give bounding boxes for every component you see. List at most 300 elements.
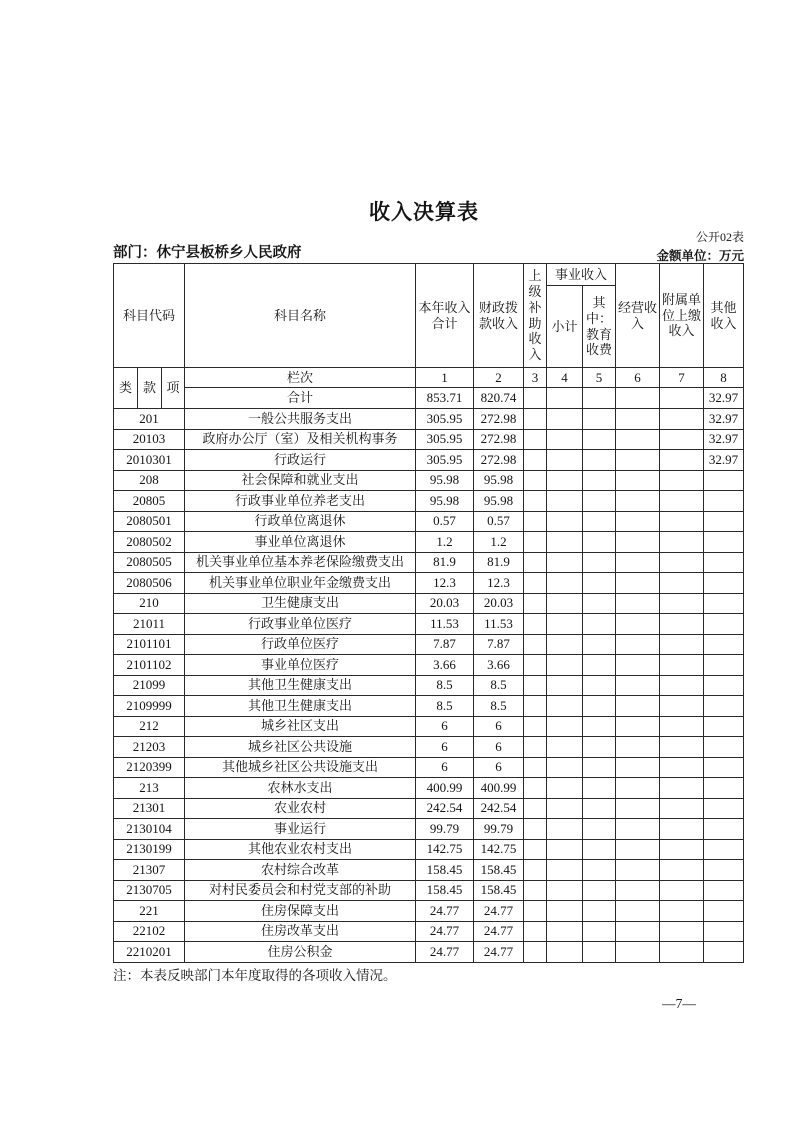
row-value: 3.66 (474, 655, 524, 676)
row-value: 99.79 (474, 819, 524, 840)
row-value (704, 614, 744, 635)
row-subject-code: 22102 (114, 921, 185, 942)
row-value (616, 839, 660, 860)
row-subject-code: 208 (114, 470, 185, 491)
header-col-6: 6 (616, 368, 660, 388)
row-value: 32.97 (704, 429, 744, 450)
row-value: 400.99 (416, 778, 474, 799)
row-value (660, 860, 704, 881)
total-row-label: 合计 (185, 388, 416, 409)
row-value: 8.5 (416, 675, 474, 696)
row-value: 6 (474, 716, 524, 737)
row-value (704, 470, 744, 491)
row-value: 6 (474, 737, 524, 758)
row-value (704, 942, 744, 963)
row-value: 12.3 (416, 573, 474, 594)
table-row (114, 901, 744, 922)
row-value (660, 716, 704, 737)
table-row (114, 819, 744, 840)
table-note: 注：本表反映部门本年度取得的各项收入情况。 (113, 968, 397, 983)
unit-label: 金额单位：万元 (656, 249, 744, 263)
table-row (114, 450, 744, 471)
row-value (660, 880, 704, 901)
row-value (616, 511, 660, 532)
row-value (583, 552, 616, 573)
row-value (616, 798, 660, 819)
row-subject-code: 2109999 (114, 696, 185, 717)
row-value (583, 675, 616, 696)
row-value: 158.45 (416, 860, 474, 881)
row-value (547, 573, 583, 594)
row-subject-name: 对村民委员会和村党支部的补助 (185, 880, 416, 901)
row-value: 81.9 (416, 552, 474, 573)
row-value (524, 409, 547, 430)
row-subject-code: 21203 (114, 737, 185, 758)
table-row (114, 511, 744, 532)
row-value (704, 634, 744, 655)
row-value (660, 778, 704, 799)
row-value (583, 614, 616, 635)
header-col-8: 8 (704, 368, 744, 388)
row-value (583, 593, 616, 614)
row-value: 305.95 (416, 429, 474, 450)
page-number: —7— (662, 996, 696, 1011)
row-value (547, 716, 583, 737)
row-value (583, 696, 616, 717)
row-value (704, 757, 744, 778)
header-subject-name: 科目名称 (185, 264, 416, 368)
row-value (616, 880, 660, 901)
row-value (660, 593, 704, 614)
revenue-table (113, 263, 744, 963)
header-col-4: 4 (547, 368, 583, 388)
row-value (583, 470, 616, 491)
row-value: 81.9 (474, 552, 524, 573)
table-code-label: 公开02表 (695, 230, 744, 244)
row-value (616, 552, 660, 573)
header-col-5: 5 (583, 368, 616, 388)
row-subject-code: 201 (114, 409, 185, 430)
row-value (704, 552, 744, 573)
row-value (616, 573, 660, 594)
row-value (524, 716, 547, 737)
row-value: 272.98 (474, 429, 524, 450)
row-subject-name: 城乡社区公共设施 (185, 737, 416, 758)
row-value: 24.77 (416, 921, 474, 942)
row-subject-code: 2210201 (114, 942, 185, 963)
row-value: 6 (416, 737, 474, 758)
row-value (524, 532, 547, 553)
row-value (660, 614, 704, 635)
row-value (616, 675, 660, 696)
row-value: 3.66 (416, 655, 474, 676)
row-subject-code: 21011 (114, 614, 185, 635)
row-value (524, 634, 547, 655)
row-value (704, 798, 744, 819)
row-value (547, 675, 583, 696)
row-value (583, 860, 616, 881)
total-value (583, 388, 616, 409)
row-value: 1.2 (416, 532, 474, 553)
row-subject-code: 2010301 (114, 450, 185, 471)
table-row (114, 593, 744, 614)
table-row (114, 409, 744, 430)
row-value: 32.97 (704, 450, 744, 471)
row-value (660, 757, 704, 778)
row-value: 95.98 (416, 470, 474, 491)
row-value (547, 532, 583, 553)
table-row (114, 942, 744, 963)
row-value: 11.53 (474, 614, 524, 635)
row-value (547, 511, 583, 532)
row-value (524, 450, 547, 471)
row-value (524, 470, 547, 491)
row-value (547, 901, 583, 922)
row-value (547, 778, 583, 799)
row-subject-name: 其他农业农村支出 (185, 839, 416, 860)
row-value: 6 (416, 716, 474, 737)
row-value: 32.97 (704, 409, 744, 430)
row-value (660, 470, 704, 491)
row-value: 6 (416, 757, 474, 778)
row-value (616, 819, 660, 840)
row-subject-name: 住房公积金 (185, 942, 416, 963)
row-value: 24.77 (416, 942, 474, 963)
row-value (704, 675, 744, 696)
row-subject-code: 210 (114, 593, 185, 614)
header-other-income: 其他收入 (704, 264, 744, 368)
row-value (524, 860, 547, 881)
row-value (524, 921, 547, 942)
row-value (660, 921, 704, 942)
row-value (616, 655, 660, 676)
row-value (704, 819, 744, 840)
row-value (583, 737, 616, 758)
row-value (660, 491, 704, 512)
row-value (547, 614, 583, 635)
row-value (524, 942, 547, 963)
row-value (524, 696, 547, 717)
row-value: 24.77 (474, 901, 524, 922)
row-value (616, 491, 660, 512)
row-value: 95.98 (474, 491, 524, 512)
row-value (660, 532, 704, 553)
row-subject-name: 住房改革支出 (185, 921, 416, 942)
row-value: 6 (474, 757, 524, 778)
row-value (660, 675, 704, 696)
row-subject-code: 2080501 (114, 511, 185, 532)
row-value (660, 511, 704, 532)
row-subject-name: 其他卫生健康支出 (185, 675, 416, 696)
row-value (583, 757, 616, 778)
row-subject-name: 政府办公厅（室）及相关机构事务 (185, 429, 416, 450)
row-value: 95.98 (416, 491, 474, 512)
row-value: 24.77 (416, 901, 474, 922)
row-value (660, 450, 704, 471)
total-value (660, 388, 704, 409)
row-value (547, 860, 583, 881)
row-value (524, 737, 547, 758)
row-value (583, 532, 616, 553)
row-subject-name: 卫生健康支出 (185, 593, 416, 614)
row-value (524, 778, 547, 799)
row-subject-name: 社会保障和就业支出 (185, 470, 416, 491)
row-value (583, 819, 616, 840)
row-subject-code: 20805 (114, 491, 185, 512)
row-subject-code: 2130104 (114, 819, 185, 840)
table-row (114, 757, 744, 778)
row-subject-name: 其他卫生健康支出 (185, 696, 416, 717)
row-value (660, 573, 704, 594)
row-value (704, 737, 744, 758)
row-value: 20.03 (474, 593, 524, 614)
row-value (547, 655, 583, 676)
row-value: 7.87 (416, 634, 474, 655)
row-value (616, 696, 660, 717)
row-subject-code: 20103 (114, 429, 185, 450)
row-value (704, 716, 744, 737)
table-row (114, 491, 744, 512)
row-value (583, 798, 616, 819)
row-value: 158.45 (416, 880, 474, 901)
table-row (114, 470, 744, 491)
row-value (660, 901, 704, 922)
row-subject-name: 行政运行 (185, 450, 416, 471)
row-subject-code: 21307 (114, 860, 185, 881)
row-subject-name: 机关事业单位职业年金缴费支出 (185, 573, 416, 594)
total-value: 820.74 (474, 388, 524, 409)
row-subject-code: 2130199 (114, 839, 185, 860)
row-subject-code: 2101102 (114, 655, 185, 676)
header-col-1: 1 (416, 368, 474, 388)
row-value (524, 511, 547, 532)
table-row (114, 532, 744, 553)
row-value (660, 737, 704, 758)
row-value (524, 901, 547, 922)
row-value (583, 511, 616, 532)
row-value: 242.54 (416, 798, 474, 819)
row-value (704, 532, 744, 553)
row-value (547, 737, 583, 758)
row-value (616, 901, 660, 922)
row-subject-code: 2080505 (114, 552, 185, 573)
row-subject-name: 农林水支出 (185, 778, 416, 799)
row-value (704, 839, 744, 860)
header-column-index-label: 栏次 (185, 368, 416, 388)
row-value (547, 409, 583, 430)
row-value (547, 880, 583, 901)
row-value: 24.77 (474, 921, 524, 942)
row-value: 158.45 (474, 880, 524, 901)
page-title: 收入决算表 (369, 201, 479, 224)
row-value (616, 470, 660, 491)
table-row (114, 737, 744, 758)
row-value (583, 634, 616, 655)
row-value (547, 470, 583, 491)
row-value (583, 942, 616, 963)
total-value (547, 388, 583, 409)
row-subject-name: 住房保障支出 (185, 901, 416, 922)
table-row (114, 921, 744, 942)
row-value: 272.98 (474, 409, 524, 430)
row-value (616, 450, 660, 471)
row-value (583, 880, 616, 901)
row-value (616, 921, 660, 942)
table-row (114, 716, 744, 737)
row-subject-code: 21301 (114, 798, 185, 819)
table-row (114, 552, 744, 573)
row-value (616, 737, 660, 758)
table-row (114, 614, 744, 635)
row-value (583, 409, 616, 430)
row-value (616, 716, 660, 737)
header-col-3: 3 (524, 368, 547, 388)
table-row (114, 634, 744, 655)
table-row (114, 860, 744, 881)
table-row (114, 675, 744, 696)
row-value: 400.99 (474, 778, 524, 799)
row-value (583, 573, 616, 594)
table-row (114, 429, 744, 450)
row-subject-name: 机关事业单位基本养老保险缴费支出 (185, 552, 416, 573)
row-value: 1.2 (474, 532, 524, 553)
row-value (547, 942, 583, 963)
header-business-income-group: 事业收入 (547, 264, 616, 286)
row-value (660, 696, 704, 717)
row-value (704, 901, 744, 922)
row-value (660, 409, 704, 430)
header-code-class: 类 (114, 368, 138, 409)
row-value (524, 880, 547, 901)
row-value (547, 839, 583, 860)
row-value (583, 778, 616, 799)
row-value: 305.95 (416, 409, 474, 430)
row-subject-name: 一般公共服务支出 (185, 409, 416, 430)
row-value (616, 778, 660, 799)
row-value (583, 450, 616, 471)
row-value (616, 757, 660, 778)
row-value (616, 429, 660, 450)
header-current-year-total: 本年收入合计 (416, 264, 474, 368)
row-value (660, 798, 704, 819)
row-value (583, 839, 616, 860)
row-value: 11.53 (416, 614, 474, 635)
row-value (616, 614, 660, 635)
row-value (704, 655, 744, 676)
table-row (114, 798, 744, 819)
header-row-1 (114, 264, 744, 286)
row-value (547, 921, 583, 942)
header-subject-code: 科目代码 (114, 264, 185, 368)
row-value (660, 819, 704, 840)
row-subject-code: 2080502 (114, 532, 185, 553)
header-fiscal-appropriation: 财政拨款收入 (474, 264, 524, 368)
row-value: 158.45 (474, 860, 524, 881)
table-row (114, 573, 744, 594)
row-value (547, 593, 583, 614)
row-subject-name: 行政单位离退休 (185, 511, 416, 532)
row-subject-code: 212 (114, 716, 185, 737)
row-subject-code: 2130705 (114, 880, 185, 901)
row-value: 272.98 (474, 450, 524, 471)
header-code-item: 项 (162, 368, 185, 409)
row-value (524, 839, 547, 860)
row-value: 142.75 (474, 839, 524, 860)
row-value (616, 942, 660, 963)
header-col-7: 7 (660, 368, 704, 388)
row-value (583, 655, 616, 676)
table-row (114, 655, 744, 676)
row-subject-name: 农村综合改革 (185, 860, 416, 881)
row-value: 142.75 (416, 839, 474, 860)
header-affiliated-income: 附属单位上缴收入 (660, 264, 704, 368)
row-value: 7.87 (474, 634, 524, 655)
row-subject-code: 2101101 (114, 634, 185, 655)
row-value (547, 798, 583, 819)
row-value (704, 511, 744, 532)
table-row (114, 839, 744, 860)
total-row (114, 388, 744, 409)
header-business-education-fee: 其中：教育收费 (583, 286, 616, 368)
row-value (547, 819, 583, 840)
row-value (524, 429, 547, 450)
header-code-section: 款 (138, 368, 162, 409)
total-value (616, 388, 660, 409)
row-value (704, 573, 744, 594)
row-value (660, 942, 704, 963)
row-value (583, 716, 616, 737)
row-value: 20.03 (416, 593, 474, 614)
row-value (547, 634, 583, 655)
header-superior-subsidy: 上级补助收入 (524, 264, 547, 368)
row-value (524, 491, 547, 512)
row-value (547, 450, 583, 471)
row-value (583, 429, 616, 450)
row-value (616, 409, 660, 430)
row-value (660, 429, 704, 450)
row-value (547, 757, 583, 778)
row-subject-name: 其他城乡社区公共设施支出 (185, 757, 416, 778)
row-value (524, 655, 547, 676)
row-value: 95.98 (474, 470, 524, 491)
header-col-2: 2 (474, 368, 524, 388)
table-row (114, 880, 744, 901)
row-value: 305.95 (416, 450, 474, 471)
row-value: 0.57 (474, 511, 524, 532)
total-value: 853.71 (416, 388, 474, 409)
row-value: 0.57 (416, 511, 474, 532)
row-value (660, 634, 704, 655)
row-subject-name: 事业单位医疗 (185, 655, 416, 676)
row-subject-code: 213 (114, 778, 185, 799)
row-value: 8.5 (474, 675, 524, 696)
row-value (547, 491, 583, 512)
row-value (704, 778, 744, 799)
row-subject-name: 行政事业单位医疗 (185, 614, 416, 635)
row-subject-name: 城乡社区支出 (185, 716, 416, 737)
row-value (704, 593, 744, 614)
row-value (704, 860, 744, 881)
row-value (524, 593, 547, 614)
row-value: 99.79 (416, 819, 474, 840)
row-value (524, 757, 547, 778)
header-operating-income: 经营收入 (616, 264, 660, 368)
row-value (704, 696, 744, 717)
total-value: 32.97 (704, 388, 744, 409)
row-value (616, 634, 660, 655)
row-value: 8.5 (474, 696, 524, 717)
row-value (660, 839, 704, 860)
